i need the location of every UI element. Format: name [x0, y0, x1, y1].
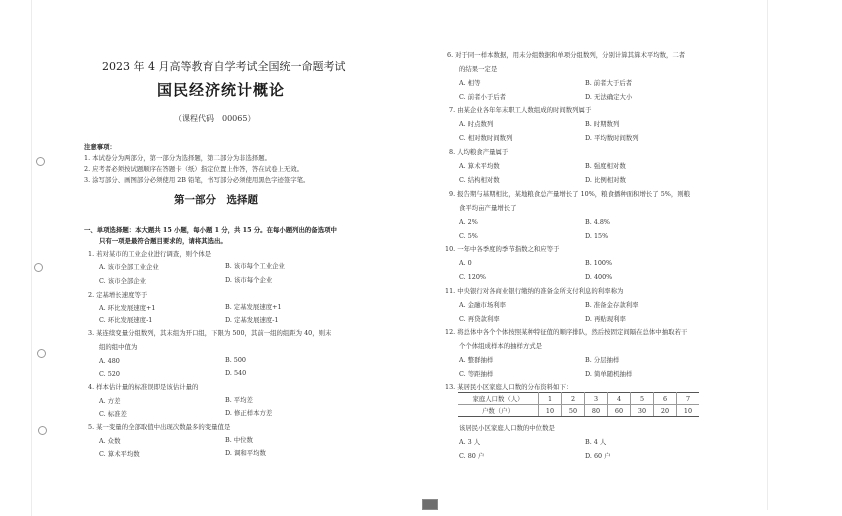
section-instruction: 一、单项选择题：本大题共 15 小题，每小题 1 分，共 15 分。在每小题列出的备选项中 [84, 226, 337, 234]
question-stem: 2. 定基增长速度等于 [88, 291, 148, 299]
option-c: C. 再贷款利率 [459, 315, 500, 323]
question-stem-cont: 个个体组成样本的抽样方式是 [459, 342, 543, 350]
question-stem: 9. 报告期与基期相比，某地粮食总产量增长了 10%，粮食播种面积增长了 5%，则粮 [449, 190, 691, 198]
option-d: D. 再贴现利率 [585, 315, 626, 323]
question-stem: 4. 样本估计量的标准误即是该估计量的 [88, 383, 199, 391]
question-stem-cont: 食平均亩产量增长了 [459, 204, 517, 212]
option-c: C. 标准差 [99, 410, 127, 418]
option-d: D. 60 户 [585, 452, 611, 460]
question-stem: 6. 对于同一样本数据，用未分组数据和单项分组数列，分别计算其算术平均数，二者 [447, 51, 686, 59]
question-stem-cont: 的结果一定是 [459, 65, 498, 73]
option-d: D. 该市每个企业 [225, 276, 273, 284]
household-distribution-table [458, 392, 699, 417]
option-a: A. 相等 [459, 79, 481, 87]
table-cell: 10 [677, 405, 700, 417]
part-one-title: 第一部分 选择题 [174, 194, 258, 206]
table-cell: 3 [585, 393, 608, 405]
right-page-edge [767, 0, 768, 510]
question-stem-cont: 该居民小区家庭人口数的中位数是 [459, 424, 555, 432]
question-stem: 10. 一年中各季度的季节指数之和应等于 [445, 245, 560, 253]
table-cell: 6 [654, 393, 677, 405]
option-b: B. 分层抽样 [585, 356, 620, 364]
option-d: D. 调和平均数 [225, 449, 266, 457]
question-stem: 8. 人均粮食产量属于 [449, 148, 509, 156]
page-indicator-button[interactable] [422, 499, 438, 510]
option-c: C. 80 户 [459, 452, 485, 460]
option-a: A. 0 [459, 259, 472, 267]
option-d: D. 简单随机抽样 [585, 370, 633, 378]
table-cell: 5 [631, 393, 654, 405]
table-cell: 20 [654, 405, 677, 417]
option-a: A. 整群抽样 [459, 356, 494, 364]
question-stem: 3. 某连续变量分组数列，其末组为开口组，下限为 500，其前一组的组距为 40，则末 [88, 329, 332, 337]
option-b: B. 准备金存款利率 [585, 301, 639, 309]
table-cell: 7 [677, 393, 700, 405]
table-cell: 4 [608, 393, 631, 405]
option-d: D. 15% [585, 232, 609, 240]
question-stem-cont: 组的组中值为 [99, 343, 138, 351]
option-c: C. 相对数时间数列 [459, 134, 513, 142]
table-cell: 1 [539, 393, 562, 405]
option-c: C. 5% [459, 232, 478, 240]
table-cell: 10 [539, 405, 562, 417]
note-item: 3. 涂写部分、画图部分必须使用 2B 铅笔，书写部分必须使用黑色字迹签字笔。 [84, 176, 310, 184]
option-d: D. 定基发展速度-1 [225, 316, 279, 324]
option-a: A. 环比发展速度+1 [99, 304, 156, 312]
option-a: A. 金融市场利率 [459, 301, 507, 309]
table-row [458, 405, 699, 417]
option-b: B. 4.8% [585, 218, 610, 226]
course-code: （课程代码 00065） [174, 114, 256, 123]
question-stem: 7. 由某企业各年年末职工人数组成的时间数列属于 [449, 106, 592, 114]
option-b: B. 定基发展速度+1 [225, 303, 282, 311]
question-stem: 1. 若对某市的工业企业进行调查，则个体是 [88, 250, 212, 258]
row-label: 户数（户） [458, 405, 539, 417]
option-a: A. 3 人 [459, 438, 481, 446]
option-d: D. 无法确定大小 [585, 93, 633, 101]
option-c: C. 等距抽样 [459, 370, 494, 378]
option-d: D. 540 [225, 369, 247, 377]
section-instruction: 只有一项是最符合题目要求的，请将其选出。 [99, 237, 227, 245]
option-d: D. 平均数时间数列 [585, 134, 639, 142]
option-c: C. 该市全部企业 [99, 277, 147, 285]
option-b: B. 100% [585, 259, 613, 267]
option-c: C. 算术平均数 [99, 450, 140, 458]
option-a: A. 众数 [99, 437, 121, 445]
option-b: B. 500 [225, 356, 246, 364]
option-b: B. 时期数列 [585, 120, 620, 128]
option-b: B. 前者大于后者 [585, 79, 633, 87]
option-d: D. 400% [585, 273, 613, 281]
table-cell: 2 [562, 393, 585, 405]
note-item: 2. 应考者必须按试题顺序在答题卡（纸）指定位置上作答，答在试卷上无效。 [84, 165, 304, 173]
binding-hole-3 [37, 349, 46, 358]
binding-hole-1 [36, 157, 45, 166]
note-item: 1. 本试卷分为两部分，第一部分为选择题，第二部分为非选择题。 [84, 154, 272, 162]
table-cell: 60 [608, 405, 631, 417]
row-label: 家庭人口数（人） [458, 393, 539, 405]
option-c: C. 520 [99, 370, 120, 378]
option-b: B. 该市每个工业企业 [225, 262, 285, 270]
table-cell: 30 [631, 405, 654, 417]
option-a: A. 480 [99, 357, 120, 365]
option-a: A. 时点数列 [459, 120, 494, 128]
left-page-edge [31, 0, 32, 516]
option-a: A. 该市全部工业企业 [99, 263, 159, 271]
binding-hole-4 [38, 426, 47, 435]
option-c: C. 环比发展速度-1 [99, 316, 153, 324]
question-stem: 11. 中央银行对各商业银行缴纳的准备金所支付利息的利率称为 [445, 287, 624, 295]
exam-title: 2023 年 4 月高等教育自学考试全国统一命题考试 [102, 60, 346, 73]
option-b: B. 强度相对数 [585, 162, 626, 170]
table-row [458, 393, 699, 405]
question-stem: 12. 将总体中各个个体按照某种特征值的顺序排队，然后按固定间隔在总体中抽取若干 [445, 328, 688, 336]
question-stem: 5. 某一变量的全部取值中出现次数最多的变量值是 [88, 423, 231, 431]
subject-title: 国民经济统计概论 [157, 81, 286, 99]
binding-hole-2 [34, 263, 43, 272]
option-c: C. 120% [459, 273, 486, 281]
option-a: A. 算术平均数 [459, 162, 500, 170]
notes-heading: 注意事项： [84, 143, 116, 151]
option-d: D. 修正样本方差 [225, 409, 273, 417]
option-b: B. 4 人 [585, 438, 607, 446]
option-d: D. 比例相对数 [585, 176, 626, 184]
option-a: A. 方差 [99, 397, 121, 405]
option-c: C. 前者小于后者 [459, 93, 507, 101]
option-b: B. 平均差 [225, 396, 253, 404]
question-stem: 13. 某居民小区家庭人口数的分布资料如下： [445, 383, 573, 391]
option-b: B. 中位数 [225, 436, 253, 444]
table-cell: 50 [562, 405, 585, 417]
option-c: C. 结构相对数 [459, 176, 500, 184]
table-cell: 80 [585, 405, 608, 417]
option-a: A. 2% [459, 218, 478, 226]
